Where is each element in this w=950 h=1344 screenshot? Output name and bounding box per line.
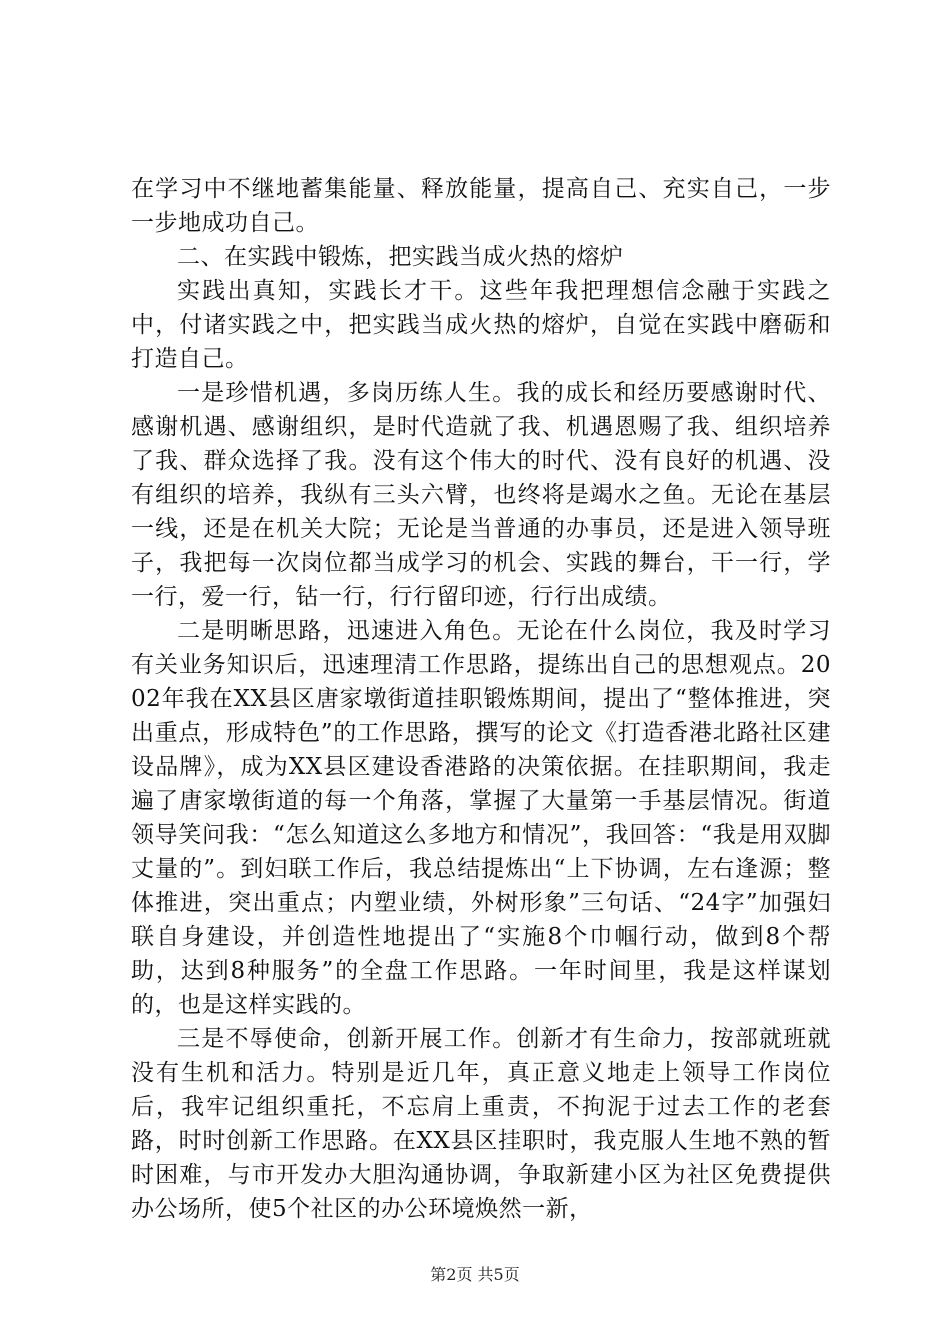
paragraph-6: 三是不辱使命，创新开展工作。创新才有生命力，按部就班就没有生机和活力。特别是近几年，真正意义地走上领导工作岗位后，我牢记组织重托，不忘肩上重责，不拘泥于过去工作的老套路，时时创新工作思路。在XX县区挂职时，我克服人生地不熟的暂时困难，与市开发办大胆沟通协调，争取新建小区为社区免费提供办公场所，使5个社区的办公环境焕然一新， — [131, 1026, 831, 1222]
document-body — [131, 172, 831, 1226]
paragraph-5: 二是明晰思路，迅速进入角色。无论在什么岗位，我及时学习有关业务知识后，迅速理清工作思路，提练出自己的思想观点。2002年我在XX县区唐家墩街道挂职锻炼期间，提出了“整体推进，突出重点，形成特色”的工作思路，撰写的论文《打造香港北路社区建设品牌》，成为XX县区建设香港路的决策依据。在挂职期间，我走遍了唐家墩街道的每一个角落，掌握了大量第一手基层情况。街道领导笑问我：“怎么知道这么多地方和情况”，我回答：“我是用双脚丈量的”。到妇联工作后，我总结提炼出“上下协调，左右逢源；整体推进，突出重点；内塑业绩，外树形象”三句话、“24字”加强妇联自身建设，并创造性地提出了“实施8个巾帼行动，做到8个帮助，达到8种服务”的全盘工作思路。一年时间里，我是这样谋划的，也是这样实践的。 — [131, 618, 831, 1018]
paragraph-3: 实践出真知，实践长才干。这些年我把理想信念融于实践之中，付诸实践之中，把实践当成火热的熔炉，自觉在实践中磨砺和打造自己。 — [131, 278, 831, 372]
paragraph-1: 在学习中不继地蓄集能量、释放能量，提高自己、充实自己，一步一步地成功自己。 — [131, 176, 831, 236]
page-footer: 第2页 共5页 — [430, 1265, 520, 1284]
paragraph-4: 一是珍惜机遇，多岗历练人生。我的成长和经历要感谢时代、感谢机遇、感谢组织，是时代造就了我、机遇恩赐了我、组织培养了我、群众选择了我。没有这个伟大的时代、没有良好的机遇、没有组织的培养，我纵有三头六臂，也终将是竭水之鱼。无论在基层一线，还是在机关大院；无论是当普通的办事员，还是进入领导班子，我把每一次岗位都当成学习的机会、实践的舞台，干一行，学一行，爱一行，钻一行，行行留印迹，行行出成绩。 — [131, 380, 831, 610]
section-heading: 二、在实践中锻炼，把实践当成火热的熔炉 — [177, 244, 624, 270]
